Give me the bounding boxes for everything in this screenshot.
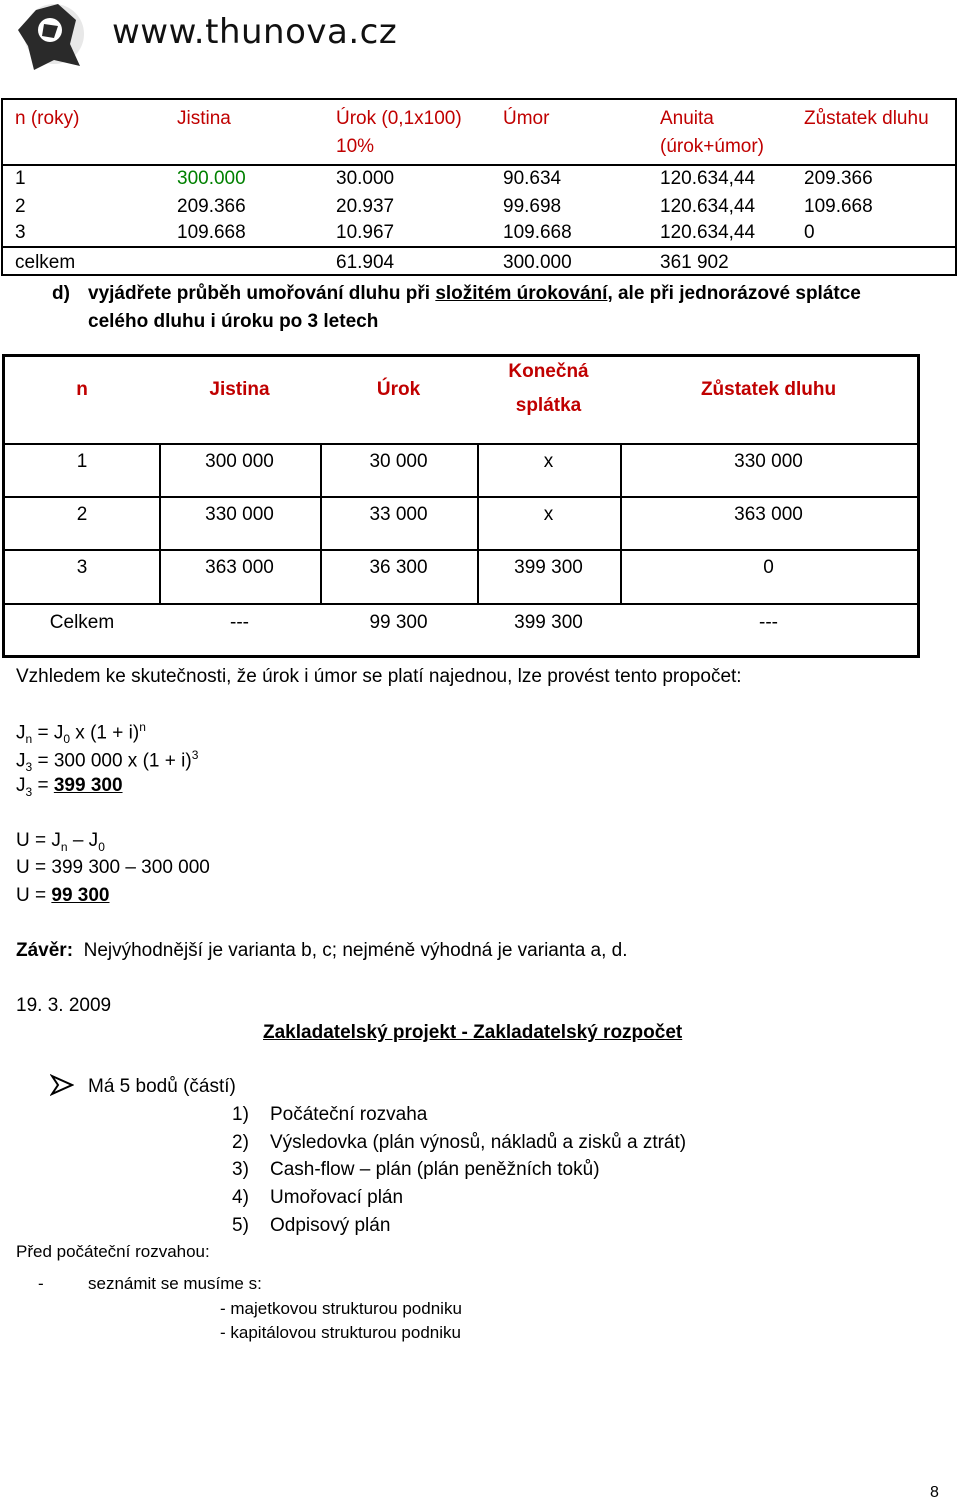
table1-cell: 109.668	[804, 196, 873, 217]
list-item: Odpisový plán	[270, 1215, 391, 1236]
list-number: 1)	[232, 1104, 249, 1125]
date: 19. 3. 2009	[16, 995, 112, 1016]
amortization-table-2	[2, 354, 920, 658]
conclusion: Závěr: Nejvýhodnější je varianta b, c; nejméně výhodná je varianta a, d.	[16, 940, 628, 961]
formula-line: U = 99 300	[16, 885, 110, 906]
list-item: Počáteční rozvaha	[270, 1104, 428, 1125]
table1-cell: 20.937	[336, 196, 395, 217]
table1-cell: 99.698	[503, 196, 562, 217]
table1-cell: 3	[15, 222, 26, 243]
page-number: 8	[930, 1484, 939, 1501]
table1-cell: 0	[804, 222, 815, 243]
table1-header-divider	[3, 164, 955, 166]
table2-cell: 33 000	[369, 504, 428, 525]
table2-cell: 36 300	[369, 557, 428, 578]
list-item: Výsledovka (plán výnosů, nákladů a zisků a ztrát)	[270, 1132, 687, 1153]
table2-cell: 99 300	[369, 612, 428, 633]
table1-cell: 10.967	[336, 222, 395, 243]
table2-cell: 330 000	[205, 504, 274, 525]
table2-cell: x	[543, 504, 554, 525]
table1-header-repayment: Úmor	[503, 108, 550, 129]
list-number: 3)	[232, 1159, 249, 1180]
task-d-line2: celého dluhu i úroku po 3 letech	[88, 311, 379, 332]
table1-cell: 120.634,44	[660, 222, 756, 243]
formula-line: $J_3 = 399$ 300	[16, 775, 123, 799]
table1-total-annuity: 361 902	[660, 252, 729, 273]
list-number: 5)	[232, 1215, 249, 1236]
amortization-table-1	[1, 98, 957, 276]
dash-item-text: seznámit se musíme s:	[88, 1274, 262, 1293]
table1-cell: 209.366	[804, 168, 873, 189]
table1-header-annuity: Anuita	[660, 108, 714, 129]
table2-cell: ---	[230, 612, 249, 633]
task-d-line1: vyjádřete průběh umořování dluhu při složitém úrokování, ale při jednorázové splátce	[88, 283, 861, 304]
arrow-bullet-icon	[50, 1074, 74, 1096]
table2-divider	[5, 549, 917, 551]
table1-cell: 109.668	[503, 222, 572, 243]
table2-header-balance: Zůstatek dluhu	[700, 379, 837, 400]
table2-cell: 399 300	[514, 612, 583, 633]
formula-line: U = 399 300 – 300 000	[16, 857, 210, 878]
table1-cell: 1	[15, 168, 26, 189]
explanation-text: Vzhledem ke skutečnosti, že úrok i úmor se platí najednou, lze provést tento propočet:	[16, 666, 742, 687]
table2-cell: 3	[76, 557, 88, 578]
logo-text: www.thunova.cz	[112, 12, 398, 52]
bullet-text: Má 5 bodů (částí)	[88, 1076, 236, 1097]
table2-cell: 2	[76, 504, 88, 525]
formula-line: $J_3 = 300$ 000 x $(1 + i)^3$	[16, 748, 199, 775]
table1-header-n: n (roky)	[15, 108, 80, 129]
table1-header-balance: Zůstatek dluhu	[804, 108, 929, 129]
list-item: Umořovací plán	[270, 1187, 404, 1208]
table2-cell: 300 000	[205, 451, 274, 472]
sub-item: - majetkovou strukturou podniku	[220, 1299, 462, 1318]
table2-total-label: Celkem	[49, 612, 115, 633]
table2-cell: 363 000	[734, 504, 803, 525]
task-d-marker: d)	[52, 283, 70, 304]
table2-cell: 0	[763, 557, 774, 578]
dash-marker: -	[38, 1274, 44, 1293]
before-heading: Před počáteční rozvahou:	[16, 1242, 210, 1261]
table2-cell: 330 000	[734, 451, 803, 472]
table1-cell: 120.634,44	[660, 168, 756, 189]
list-number: 4)	[232, 1187, 249, 1208]
table2-header-n: n	[76, 379, 88, 400]
table1-total-label: celkem	[15, 252, 76, 273]
table1-cell: 209.366	[177, 196, 246, 217]
sub-item: - kapitálovou strukturou podniku	[220, 1323, 461, 1342]
table2-cell: 363 000	[205, 557, 274, 578]
table2-divider	[5, 603, 917, 605]
list-number: 2)	[232, 1132, 249, 1153]
table2-header-principal: Jistina	[209, 379, 270, 400]
formula-line: $J_n = J_0$ x $(1 + i)^n$	[16, 720, 146, 747]
table2-header-final: Konečná	[508, 361, 589, 382]
table2-cell: 30 000	[369, 451, 428, 472]
table1-cell: 30.000	[336, 168, 395, 189]
table2-divider	[5, 443, 917, 445]
table1-cell: 2	[15, 196, 26, 217]
table2-header-interest: Úrok	[376, 379, 421, 400]
section-title: Zakladatelský projekt - Zakladatelský rozpočet	[263, 1022, 683, 1043]
table1-header-rate: 10%	[336, 136, 375, 157]
table1-cell: 300.000	[177, 168, 246, 189]
table2-divider	[5, 496, 917, 498]
table1-total-interest: 61.904	[336, 252, 395, 273]
table2-cell: x	[543, 451, 554, 472]
table1-cell: 90.634	[503, 168, 562, 189]
table1-header-principal: Jistina	[177, 108, 231, 129]
table1-cell: 109.668	[177, 222, 246, 243]
table2-cell: ---	[759, 612, 778, 633]
table2-header-payment: splátka	[515, 395, 582, 416]
table2-cell: 1	[76, 451, 88, 472]
table1-header-interest: Úrok (0,1x100)	[336, 108, 462, 129]
list-item: Cash-flow – plán (plán peněžních toků)	[270, 1159, 600, 1180]
table1-total-repayment: 300.000	[503, 252, 572, 273]
table1-cell: 120.634,44	[660, 196, 756, 217]
formula-line: $U = J_n - J_0$	[16, 830, 105, 854]
table2-cell: 399 300	[514, 557, 583, 578]
table1-total-divider	[3, 246, 955, 248]
table1-header-annuity-note: (úrok+úmor)	[660, 136, 764, 157]
